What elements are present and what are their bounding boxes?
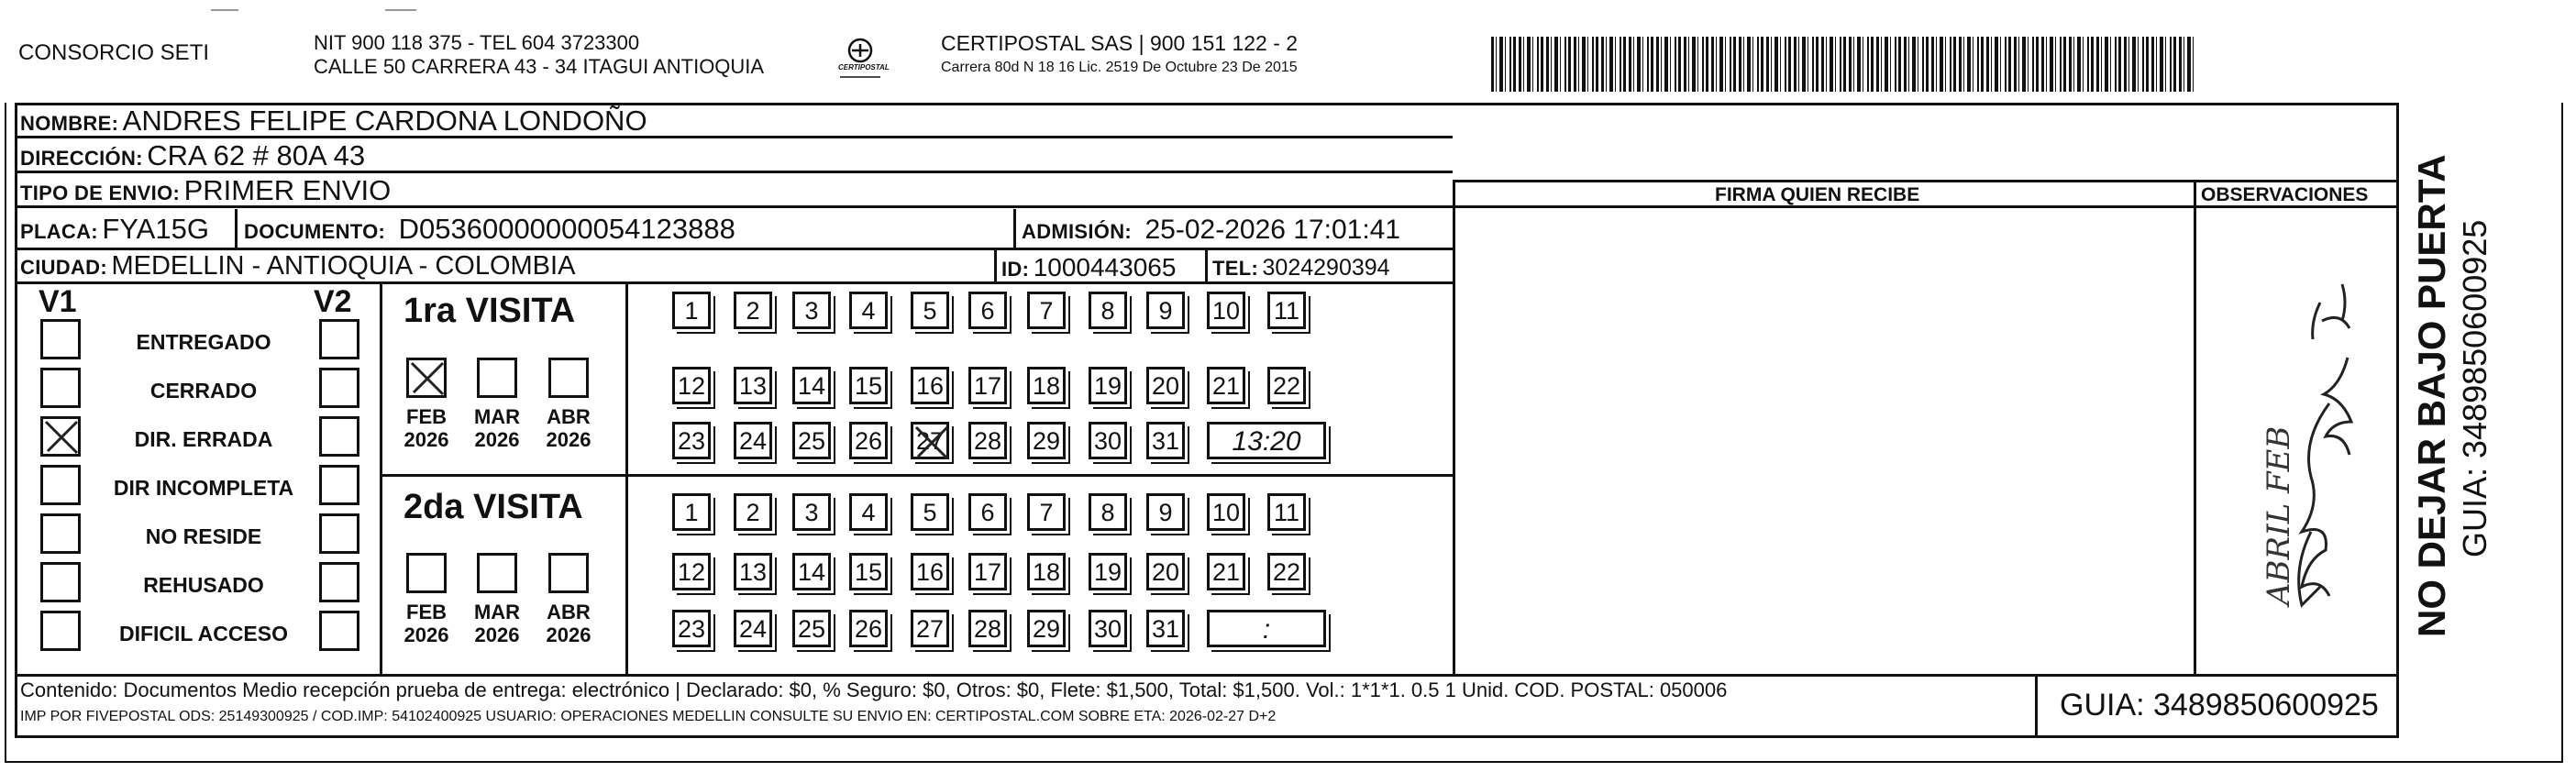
v1-checkbox[interactable] (40, 319, 81, 359)
first-day-11[interactable]: 11 (1267, 292, 1306, 329)
tipo-value: PRIMER ENVIO (183, 174, 392, 206)
reason-label: REHUSADO (143, 573, 264, 597)
certipostal-logo (835, 37, 890, 79)
first-day-17[interactable]: 17 (968, 367, 1007, 404)
first-day-10[interactable]: 10 (1207, 292, 1245, 329)
col-line (2035, 674, 2038, 738)
reason-label: CERRADO (149, 379, 258, 403)
nombre-row: NOMBRE: ANDRES FELIPE CARDONA LONDOÑO (20, 105, 647, 137)
second-day-13[interactable]: 13 (734, 553, 772, 590)
side-warning: NO DEJAR BAJO PUERTA (2410, 154, 2453, 637)
first-day-6[interactable]: 6 (968, 292, 1007, 329)
direccion-value: CRA 62 # 80A 43 (147, 139, 366, 171)
first-day-7[interactable]: 7 (1027, 292, 1066, 329)
first-day-21[interactable]: 21 (1207, 367, 1245, 404)
contenido-line: Contenido: Documentos Medio recepción prueba de entrega: electrónico | Declarado: $0, % Seguro: $0, Otros: $0, Flete: $1,500, Total: $1,500. Vol.: 1*1*1. 0.5 1 Unid. COD. POSTAL: 050006 (20, 678, 1728, 701)
first-day-25[interactable]: 25 (792, 422, 831, 459)
second-day-1[interactable]: 1 (672, 493, 711, 531)
second-day-2[interactable]: 2 (734, 493, 772, 531)
first-time-box[interactable]: 13:20 (1207, 422, 1326, 459)
month-year: 2026 (474, 428, 520, 452)
first-day-22[interactable]: 22 (1267, 367, 1306, 404)
month-name: ABR (547, 601, 591, 623)
second-day-27[interactable]: 27 (911, 610, 949, 647)
first-day-4[interactable]: 4 (849, 292, 888, 329)
v2-checkbox[interactable] (319, 416, 359, 457)
v1-checkbox[interactable] (40, 513, 81, 554)
month-name: FEB (406, 601, 447, 623)
second-day-18[interactable]: 18 (1027, 553, 1066, 590)
placa-cell: PLACA: FYA15G (20, 213, 209, 245)
v1-checkbox[interactable] (40, 611, 81, 651)
col-line (625, 281, 628, 674)
month-year: 2026 (474, 623, 520, 647)
firma-header: FIRMA QUIEN RECIBE (1715, 184, 1920, 205)
id-value: 1000443065 (1033, 253, 1177, 281)
first-day-18[interactable]: 18 (1027, 367, 1066, 404)
second-time-box[interactable]: : (1207, 610, 1326, 647)
second-day-10[interactable]: 10 (1207, 493, 1245, 531)
v2-checkbox[interactable] (319, 465, 359, 505)
second-day-19[interactable]: 19 (1089, 553, 1127, 590)
observaciones-header: OBSERVACIONES (2201, 184, 2369, 205)
second-month-label (541, 601, 596, 647)
second-month-label (470, 601, 525, 647)
license-line: Carrera 80d N 18 16 Lic. 2519 De Octubre 23 De 2015 (941, 60, 1298, 75)
v2-checkbox[interactable] (319, 611, 359, 651)
second-day-4[interactable]: 4 (849, 493, 888, 531)
col-line (1453, 180, 1455, 675)
col-top-line (1453, 180, 2399, 182)
tipo-row: TIPO DE ENVIO: PRIMER ENVIO (20, 174, 392, 206)
first-day-26[interactable]: 26 (849, 422, 888, 459)
first-day-16[interactable]: 16 (911, 367, 949, 404)
col-line (380, 281, 382, 674)
address-line: CALLE 50 CARRERA 43 - 34 ITAGUI ANTIOQUIA (314, 55, 765, 78)
first-day-20[interactable]: 20 (1146, 367, 1185, 404)
ciudad-cell: CIUDAD: MEDELLIN - ANTIOQUIA - COLOMBIA (20, 251, 576, 281)
first-day-31[interactable]: 31 (1146, 422, 1185, 459)
v1-checkbox[interactable] (40, 562, 81, 602)
scan-mark (385, 9, 416, 11)
v2-label: V2 (314, 284, 352, 319)
second-day-29[interactable]: 29 (1027, 610, 1066, 647)
first-day-27[interactable] (911, 422, 949, 459)
v2-checkbox[interactable] (319, 513, 359, 554)
barcode (1491, 37, 2197, 92)
carrier-line: CERTIPOSTAL SAS | 900 151 122 - 2 (941, 31, 1299, 55)
first-day-9[interactable]: 9 (1146, 292, 1185, 329)
second-month-checkbox-feb[interactable] (406, 553, 447, 593)
second-day-8[interactable]: 8 (1089, 493, 1127, 531)
col-line (2194, 180, 2196, 675)
second-day-22[interactable]: 22 (1267, 553, 1306, 590)
company-name: CONSORCIO SETI (18, 40, 210, 65)
reason-label: DIR INCOMPLETA (113, 476, 294, 500)
first-day-1[interactable]: 1 (672, 292, 711, 329)
v2-checkbox[interactable] (319, 368, 359, 408)
second-day-16[interactable]: 16 (911, 553, 949, 590)
second-day-20[interactable]: 20 (1146, 553, 1185, 590)
month-name: MAR (473, 405, 521, 428)
first-month-label (399, 405, 454, 452)
reason-label: NO RESIDE (145, 524, 262, 548)
admision-value: 25-02-2026 17:01:41 (1144, 215, 1401, 245)
footer-guia: GUIA: 3489850600925 (2060, 688, 2379, 722)
second-day-23[interactable]: 23 (672, 610, 711, 647)
month-year: 2026 (404, 623, 449, 647)
first-day-24[interactable]: 24 (734, 422, 772, 459)
first-day-8[interactable]: 8 (1089, 292, 1127, 329)
second-day-7[interactable]: 7 (1027, 493, 1066, 531)
col-line (2396, 180, 2399, 207)
month-year: 2026 (546, 623, 591, 647)
ciudad-value: MEDELLIN - ANTIOQUIA - COLOMBIA (111, 251, 576, 281)
admision-cell: ADMISIÓN: 25-02-2026 17:01:41 (1022, 215, 1401, 245)
first-month-checkbox-mar[interactable] (477, 358, 517, 398)
nit-line: NIT 900 118 375 - TEL 604 3723300 (314, 31, 640, 54)
second-day-11[interactable]: 11 (1267, 493, 1306, 531)
documento-value: D05360000000054123888 (398, 213, 735, 245)
second-day-31[interactable]: 31 (1146, 610, 1185, 647)
second-day-15[interactable]: 15 (849, 553, 888, 590)
second-day-17[interactable]: 17 (968, 553, 1007, 590)
first-visit-label: 1ra VISITA (404, 292, 576, 330)
v1-label: V1 (39, 284, 77, 319)
second-day-24[interactable]: 24 (734, 610, 772, 647)
row-line (15, 281, 1453, 284)
first-day-28[interactable]: 28 (968, 422, 1007, 459)
second-day-3[interactable]: 3 (792, 493, 831, 531)
first-day-30[interactable]: 30 (1089, 422, 1127, 459)
first-month-label (541, 405, 596, 452)
v2-checkbox[interactable] (319, 562, 359, 602)
reason-label: ENTREGADO (136, 330, 271, 354)
row-line (15, 248, 1453, 250)
col-line (235, 209, 238, 248)
side-guia: GUIA: 3489850600925 (2456, 219, 2493, 557)
first-day-29[interactable]: 29 (1027, 422, 1066, 459)
second-day-25[interactable]: 25 (792, 610, 831, 647)
second-month-checkbox-abr[interactable] (548, 553, 589, 593)
nombre-value: ANDRES FELIPE CARDONA LONDOÑO (122, 105, 647, 137)
reason-label: DIR. ERRADA (134, 427, 273, 451)
first-month-label (470, 405, 525, 452)
second-day-21[interactable]: 21 (1207, 553, 1245, 590)
first-day-2[interactable]: 2 (734, 292, 772, 329)
col-line (1013, 209, 1016, 248)
observation-note: ABRIL FEB (2261, 425, 2297, 605)
day-number: 27 (915, 427, 945, 455)
direccion-row: DIRECCIÓN: CRA 62 # 80A 43 (20, 139, 366, 171)
month-year: 2026 (546, 428, 591, 452)
second-day-26[interactable]: 26 (849, 610, 888, 647)
scan-mark (211, 9, 238, 11)
second-day-12[interactable]: 12 (672, 553, 711, 590)
tel-value: 3024290394 (1262, 255, 1390, 281)
month-year: 2026 (404, 428, 449, 452)
first-month-checkbox-abr[interactable] (548, 358, 589, 398)
second-month-label (399, 601, 454, 647)
imp-line: IMP POR FIVEPOSTAL ODS: 25149300925 / COD.IMP: 54102400925 USUARIO: OPERACIONES MEDELLIN CONSULTE SU ENVIO EN: CERTIPOSTAL.COM SOBRE ETA: 2026-02-27 D+2 (20, 709, 1277, 724)
month-name: ABR (547, 405, 591, 428)
col-line (994, 249, 997, 281)
documento-cell: DOCUMENTO: D05360000000054123888 (244, 213, 735, 245)
reason-label: DIFICIL ACCESO (118, 622, 288, 645)
logo-text: CERTIPOSTAL (838, 63, 890, 72)
second-month-checkbox-mar[interactable] (477, 553, 517, 593)
placa-value: FYA15G (102, 213, 209, 245)
col-line (1205, 249, 1208, 281)
first-day-15[interactable]: 15 (849, 367, 888, 404)
v1-checkbox[interactable] (40, 368, 81, 408)
second-day-5[interactable]: 5 (911, 493, 949, 531)
month-name: FEB (406, 405, 447, 428)
v2-checkbox[interactable] (319, 319, 359, 359)
month-name: MAR (473, 601, 521, 623)
first-day-3[interactable]: 3 (792, 292, 831, 329)
second-day-6[interactable]: 6 (968, 493, 1007, 531)
first-day-23[interactable]: 23 (672, 422, 711, 459)
second-day-14[interactable]: 14 (792, 553, 831, 590)
first-day-12[interactable]: 12 (672, 367, 711, 404)
second-day-28[interactable]: 28 (968, 610, 1007, 647)
first-day-19[interactable]: 19 (1089, 367, 1127, 404)
tel-cell: TEL: 3024290394 (1212, 255, 1390, 281)
first-day-13[interactable]: 13 (734, 367, 772, 404)
first-day-5[interactable]: 5 (911, 292, 949, 329)
footer-line (15, 674, 2399, 677)
signature-scribble (2219, 229, 2403, 633)
second-day-30[interactable]: 30 (1089, 610, 1127, 647)
v1-checkbox[interactable] (40, 416, 81, 457)
second-visit-label: 2da VISITA (404, 488, 583, 526)
id-cell: ID: 1000443065 (1001, 253, 1177, 281)
first-month-checkbox-feb[interactable] (406, 358, 447, 398)
visit-divider (380, 474, 1453, 477)
first-day-14[interactable]: 14 (792, 367, 831, 404)
v1-checkbox[interactable] (40, 465, 81, 505)
second-day-9[interactable]: 9 (1146, 493, 1185, 531)
